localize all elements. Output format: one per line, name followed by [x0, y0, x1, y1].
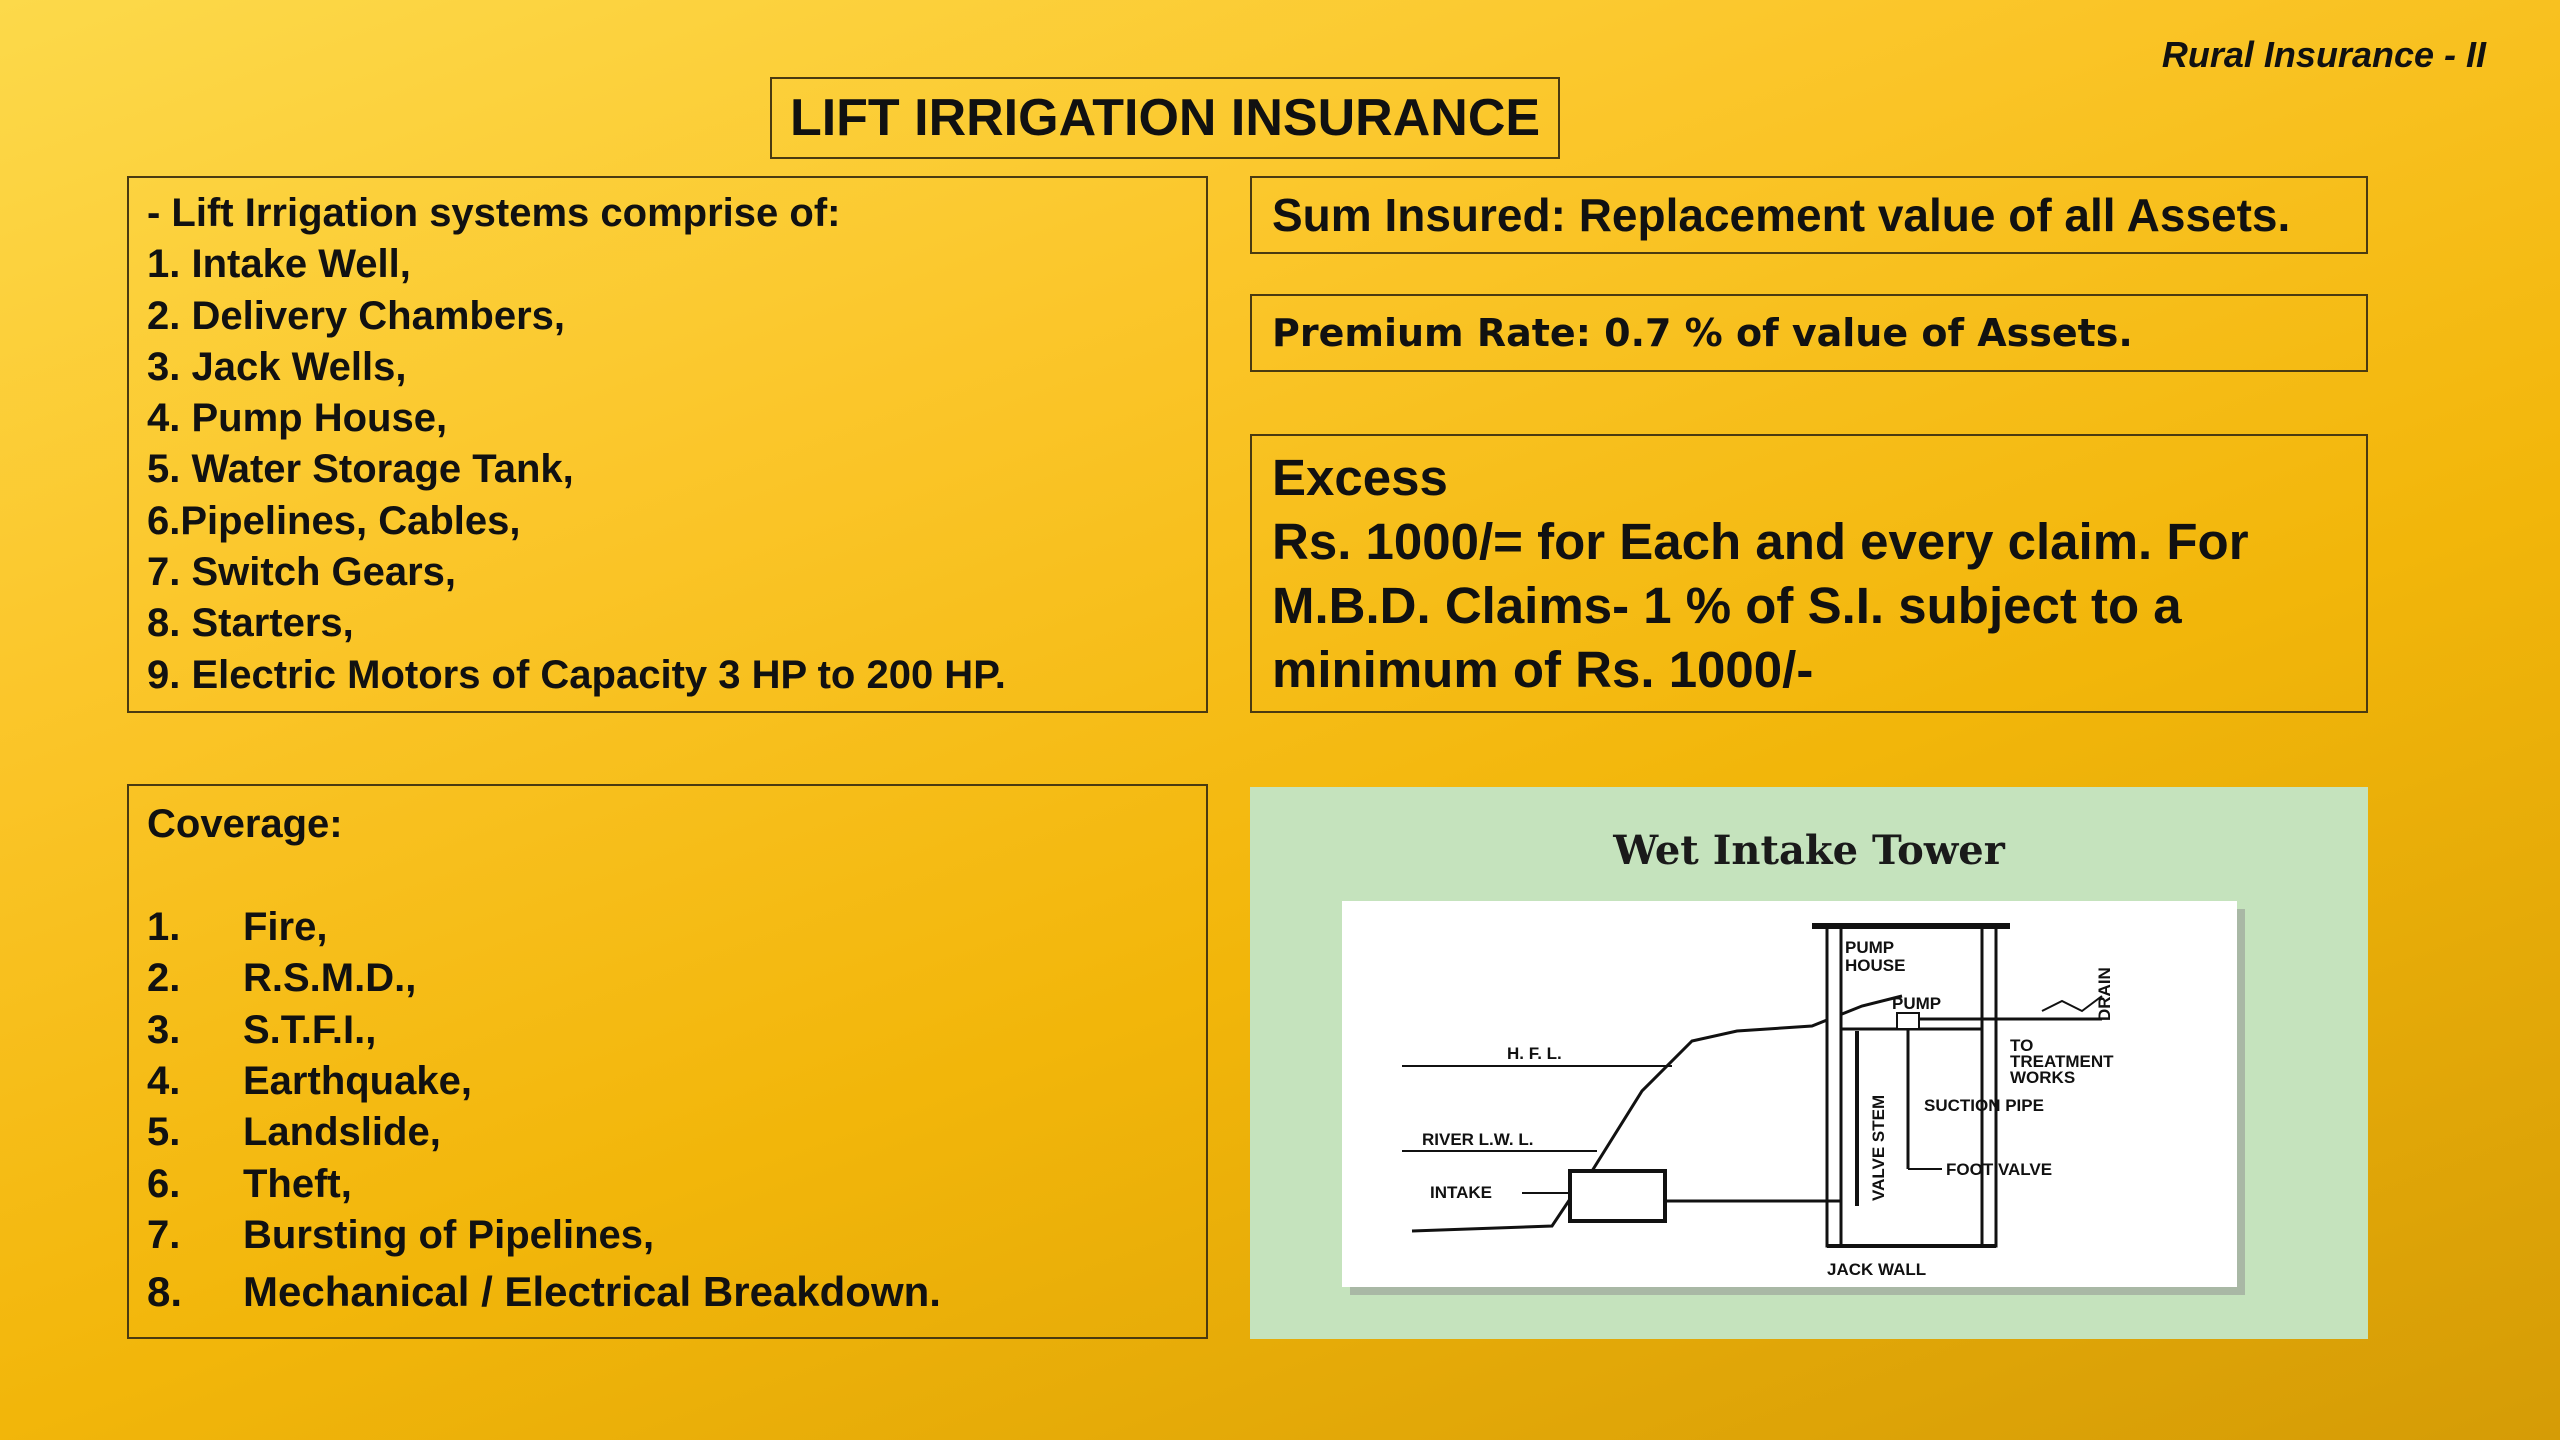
label-pump-house-1: PUMP — [1845, 938, 1895, 957]
coverage-text: Fire, — [243, 905, 328, 950]
component-item: 2. Delivery Chambers, — [147, 293, 565, 338]
coverage-item — [147, 902, 1188, 953]
coverage-num: 4. — [147, 1059, 181, 1104]
coverage-item — [147, 1056, 1188, 1107]
sum-insured-text: Sum Insured: Replacement value of all Assets. — [1272, 189, 2291, 241]
diagram-frame — [1342, 901, 2237, 1287]
label-intake: INTAKE — [1430, 1183, 1493, 1202]
coverage-text: Earthquake, — [243, 1059, 472, 1104]
coverage-text: Mechanical / Electrical Breakdown. — [243, 1268, 941, 1316]
label-to-3: WORKS — [2010, 1068, 2076, 1087]
coverage-num: 2. — [147, 956, 181, 1001]
coverage-item — [147, 1107, 1188, 1158]
drain-line — [2042, 996, 2102, 1011]
component-item: 3. Jack Wells, — [147, 344, 407, 389]
label-foot-valve: FOOT VALVE — [1946, 1160, 2053, 1179]
coverage-num: 5. — [147, 1110, 181, 1155]
excess-box — [1250, 434, 2368, 713]
label-valve-stem: VALVE STEM — [1869, 1094, 1888, 1201]
excess-body: Rs. 1000/= for Each and every claim. For M.B.D. Claims- 1 % of S.I. subject to a minimum of Rs. 1000/- — [1272, 513, 2249, 698]
components-box — [127, 176, 1208, 713]
label-suction-pipe: SUCTION PIPE — [1924, 1096, 2044, 1115]
coverage-num: 6. — [147, 1161, 181, 1206]
intake-tower-drawing — [1342, 901, 2237, 1287]
component-item: 6.Pipelines, Cables, — [147, 498, 521, 543]
label-to-2: TREATMENT — [2010, 1052, 2114, 1071]
premium-text: Premium Rate: 0.7 % of value of Assets. — [1272, 311, 2133, 355]
coverage-box — [127, 784, 1208, 1339]
coverage-text: Theft, — [243, 1161, 352, 1206]
coverage-text: Bursting of Pipelines, — [243, 1212, 655, 1257]
component-item: 9. Electric Motors of Capacity 3 HP to 200 HP. — [147, 652, 1006, 697]
label-drain: DRAIN — [2095, 967, 2114, 1021]
coverage-text: R.S.M.D., — [243, 956, 417, 1001]
component-item: 1. Intake Well, — [147, 242, 411, 287]
coverage-num: 7. — [147, 1212, 181, 1257]
corner-label: Rural Insurance - II — [2161, 34, 2486, 75]
coverage-text: Landslide, — [243, 1110, 441, 1155]
component-item: 4. Pump House, — [147, 396, 448, 441]
components-intro: - Lift Irrigation systems comprise of: — [147, 191, 841, 235]
coverage-item — [147, 1158, 1188, 1209]
component-item: 7. Switch Gears, — [147, 550, 457, 595]
intake-tower-diagram — [1250, 787, 2368, 1339]
excess-heading: Excess — [1272, 449, 1448, 506]
coverage-item — [147, 1005, 1188, 1056]
coverage-heading: Coverage: — [147, 802, 343, 846]
component-item: 5. Water Storage Tank, — [147, 447, 574, 492]
diagram-title: Wet Intake Tower — [1613, 827, 2005, 874]
page-title: LIFT IRRIGATION INSURANCE — [770, 77, 1560, 159]
jack-wall-left — [1827, 926, 1841, 1246]
coverage-num: 8. — [147, 1268, 183, 1316]
coverage-text: S.T.F.I., — [243, 1007, 377, 1052]
premium-box — [1250, 294, 2368, 372]
jack-wall-right — [1982, 926, 1996, 1246]
label-jack-wall: JACK WALL — [1827, 1260, 1927, 1279]
coverage-item — [147, 1210, 1188, 1261]
coverage-item — [147, 1261, 1188, 1323]
label-pump: PUMP — [1892, 994, 1942, 1013]
intake-chamber — [1570, 1171, 1665, 1221]
coverage-item — [147, 953, 1188, 1004]
sum-insured-box — [1250, 176, 2368, 254]
label-pump-house-2: HOUSE — [1845, 956, 1906, 975]
coverage-num: 3. — [147, 1007, 181, 1052]
label-to-1: TO — [2010, 1036, 2034, 1055]
component-item: 8. Starters, — [147, 601, 354, 646]
label-hfl: H. F. L. — [1507, 1044, 1562, 1063]
coverage-num: 1. — [147, 905, 181, 950]
pump-box — [1897, 1013, 1919, 1029]
label-river-lwl: RIVER L.W. L. — [1422, 1130, 1534, 1149]
